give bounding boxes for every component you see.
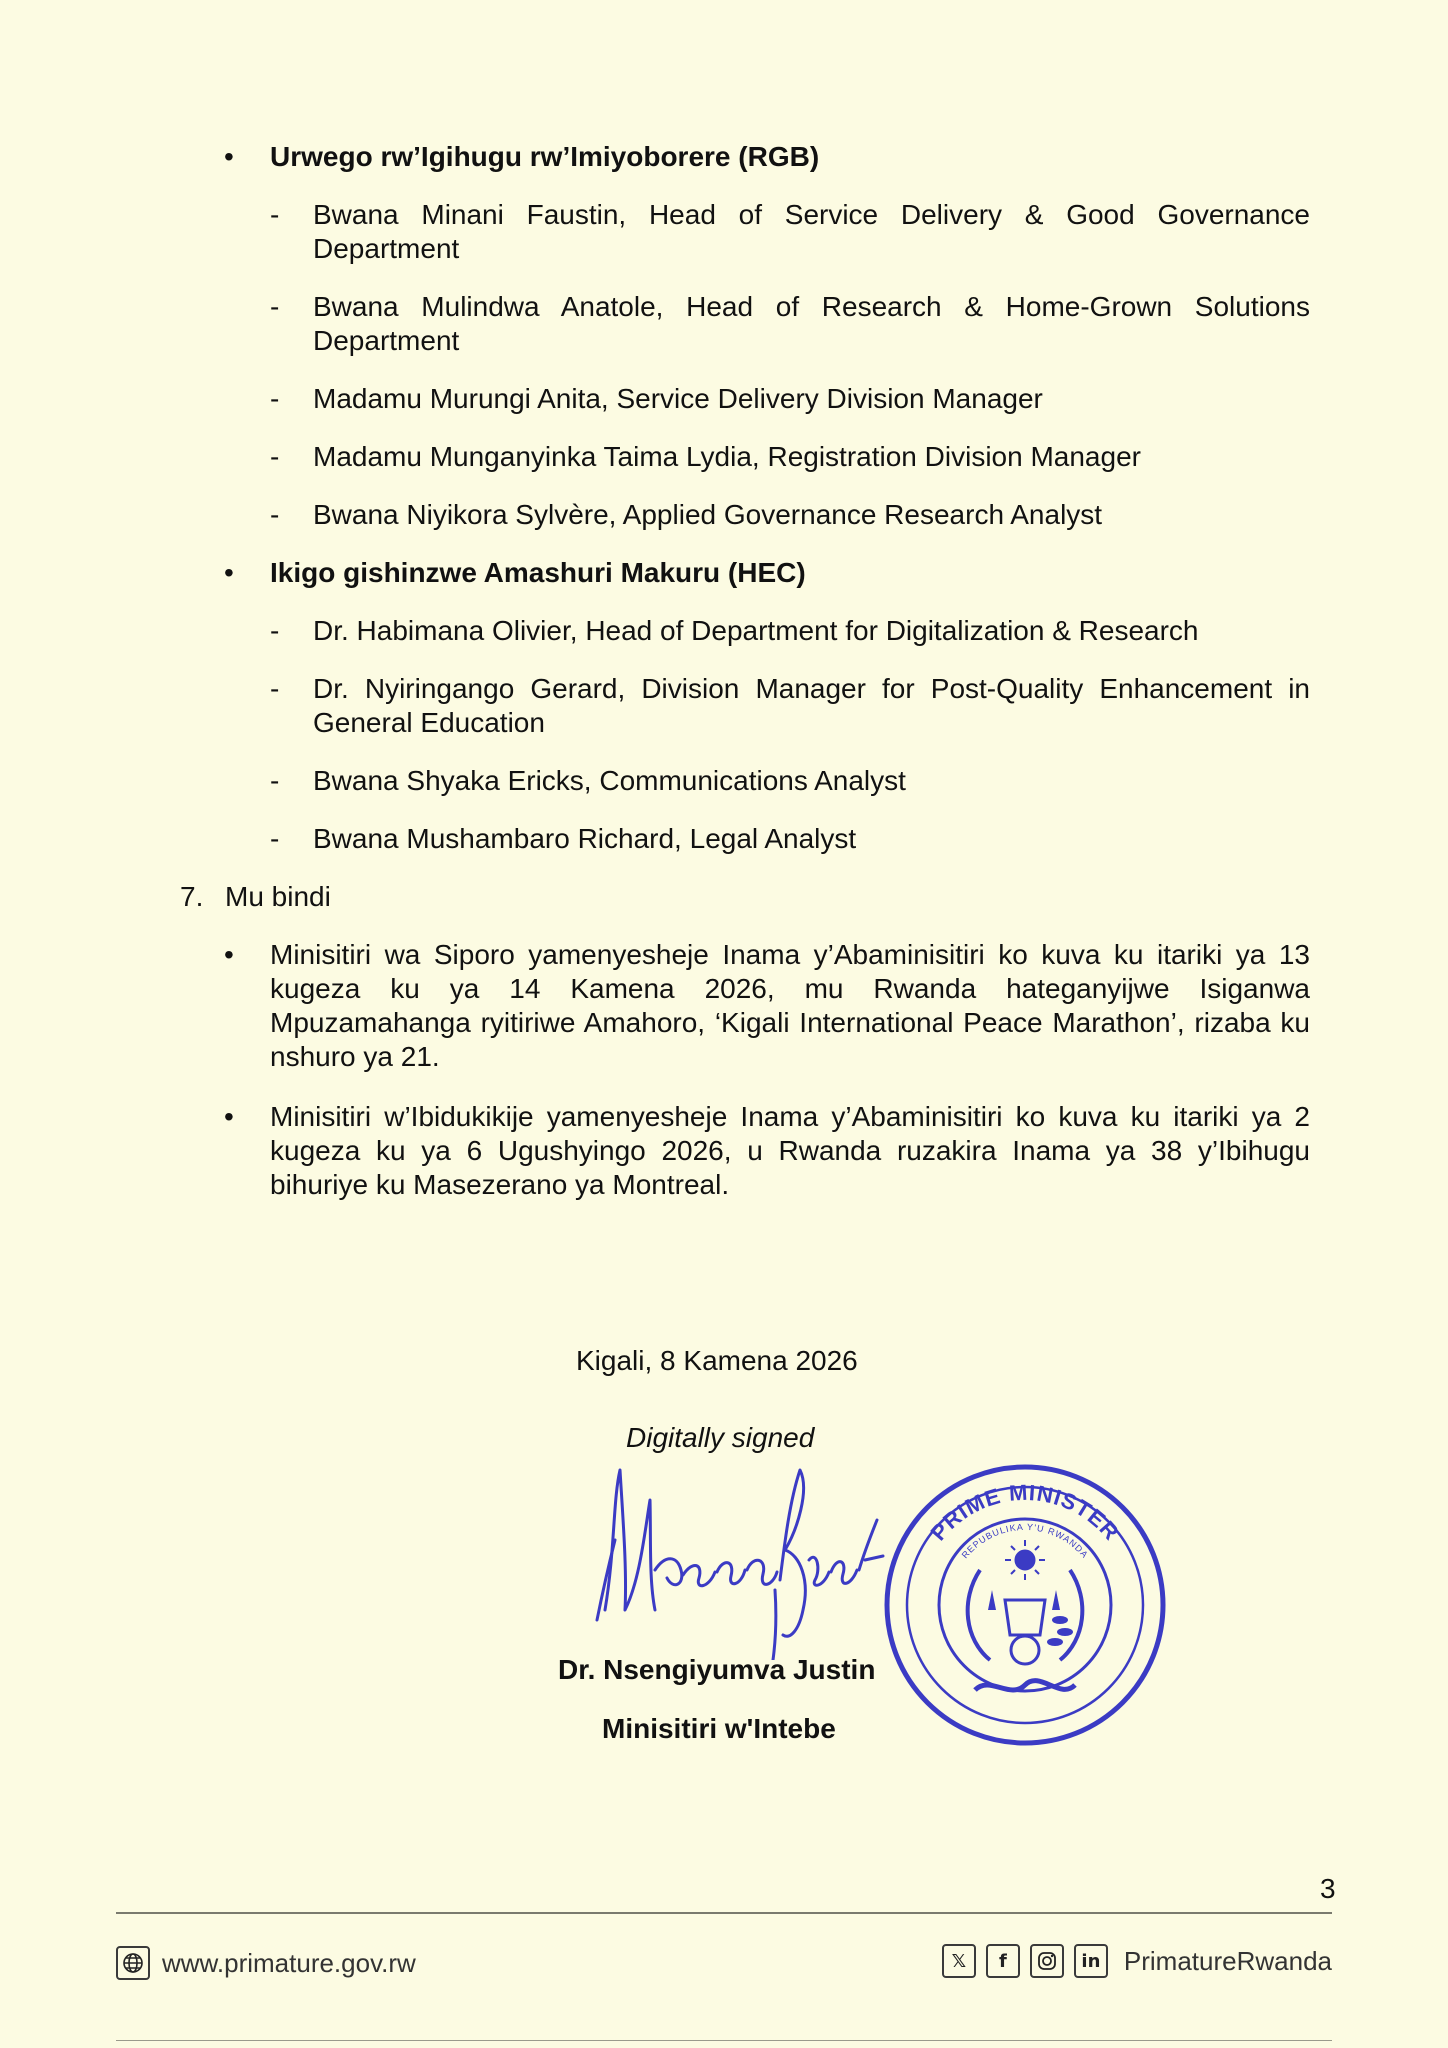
list-item (180, 290, 1310, 358)
list-item (180, 198, 1310, 266)
numbered-item-7 (180, 880, 1310, 914)
instagram-icon[interactable] (1030, 1944, 1064, 1978)
footer-divider-top (116, 1912, 1332, 1914)
section-heading-text: Urwego rw’Igihugu rw’Imiyoborere (RGB) (270, 141, 820, 172)
list-item (180, 672, 1310, 740)
member-text: Bwana Mushambaro Richard, Legal Analyst (313, 823, 857, 854)
member-text: Bwana Shyaka Ericks, Communications Analyst (313, 765, 906, 796)
item-7-bullets (180, 938, 1310, 1202)
list-item (180, 764, 1310, 798)
prime-minister-seal (880, 1460, 1170, 1750)
item-title: Mu bindi (225, 881, 331, 912)
globe-icon (116, 1946, 150, 1980)
dash-icon: - (270, 823, 280, 854)
section-heading-hec (180, 556, 1310, 590)
member-text: Madamu Murungi Anita, Service Delivery Division Manager (313, 383, 1043, 414)
member-text: Dr. Nyiringango Gerard, Division Manager for Post-Quality Enhancement in General Education (313, 673, 1310, 738)
item-number: 7. (180, 881, 204, 912)
document-body (180, 140, 1310, 1228)
dash-icon: - (270, 199, 280, 230)
linkedin-icon[interactable]: in (1074, 1944, 1108, 1978)
list-item (180, 938, 1310, 1074)
list-item (180, 498, 1310, 532)
footer-website[interactable] (116, 1946, 416, 1980)
social-handle[interactable]: PrimatureRwanda (1123, 1945, 1332, 1976)
svg-text:REPUBULIKA Y'U RWANDA: REPUBULIKA Y'U RWANDA (959, 1521, 1091, 1561)
member-text: Bwana Mulindwa Anatole, Head of Research & Home-Grown Solutions Department (313, 291, 1310, 356)
member-text: Bwana Minani Faustin, Head of Service Delivery & Good Governance Department (313, 199, 1310, 264)
member-text: Dr. Habimana Olivier, Head of Department for Digitalization & Research (313, 615, 1199, 646)
dash-icon: - (270, 673, 280, 704)
bullet-text: Minisitiri wa Siporo yamenyesheje Inama y’Abaminisitiri ko kuva ku itariki ya 13 kugeza ku ya 14 Kamena 2026, mu Rwanda hateganyijwe Isiganwa Mpuzamahanga ryitiriwe Amahoro, ‘Kigali International Peace Marathon’, rizaba ku nshuro ya 21. (270, 939, 1310, 1072)
member-text: Bwana Niyikora Sylvère, Applied Governance Research Analyst (313, 499, 1103, 530)
dash-icon: - (270, 291, 280, 322)
svg-text:PRIME MINISTER: PRIME MINISTER (925, 1479, 1125, 1546)
bullet-text: Minisitiri w’Ibidukikije yamenyesheje Inama y’Abaminisitiri ko kuva ku itariki ya 2 kugeza ku ya 6 Ugushyingo 2026, u Rwanda ruzakira Inama ya 38 y’Ibihugu bihuriye ku Masezerano ya Montreal. (270, 1101, 1310, 1200)
bullet-icon: • (224, 1101, 234, 1132)
bullet-icon: • (224, 939, 234, 970)
member-list-rgb (180, 198, 1310, 532)
dash-icon: - (270, 615, 280, 646)
list-item (180, 614, 1310, 648)
bullet-icon: • (224, 141, 234, 172)
list-item (180, 822, 1310, 856)
list-item (180, 440, 1310, 474)
section-heading-text: Ikigo gishinzwe Amashuri Makuru (HEC) (270, 557, 806, 588)
member-list-hec (180, 614, 1310, 856)
list-item (180, 1100, 1310, 1202)
footer-social (942, 1944, 1332, 1978)
signer-title: Minisitiri w'Intebe (602, 1713, 836, 1744)
dash-icon: - (270, 441, 280, 472)
list-item (180, 382, 1310, 416)
digitally-signed-label: Digitally signed (626, 1422, 815, 1453)
dash-icon: - (270, 499, 280, 530)
place-date: Kigali, 8 Kamena 2026 (576, 1345, 858, 1376)
signer-name: Dr. Nsengiyumva Justin (558, 1654, 876, 1685)
dash-icon: - (270, 765, 280, 796)
facebook-icon[interactable]: f (986, 1944, 1020, 1978)
handwritten-signature (585, 1460, 895, 1660)
x-icon[interactable]: 𝕏 (942, 1944, 976, 1978)
footer-divider-bottom (116, 2040, 1332, 2041)
page-number: 3 (1320, 1873, 1336, 1904)
section-heading-rgb (180, 140, 1310, 174)
website-link[interactable]: www.primature.gov.rw (162, 1947, 416, 1978)
bullet-icon: • (224, 557, 234, 588)
member-text: Madamu Munganyinka Taima Lydia, Registration Division Manager (313, 441, 1141, 472)
dash-icon: - (270, 383, 280, 414)
